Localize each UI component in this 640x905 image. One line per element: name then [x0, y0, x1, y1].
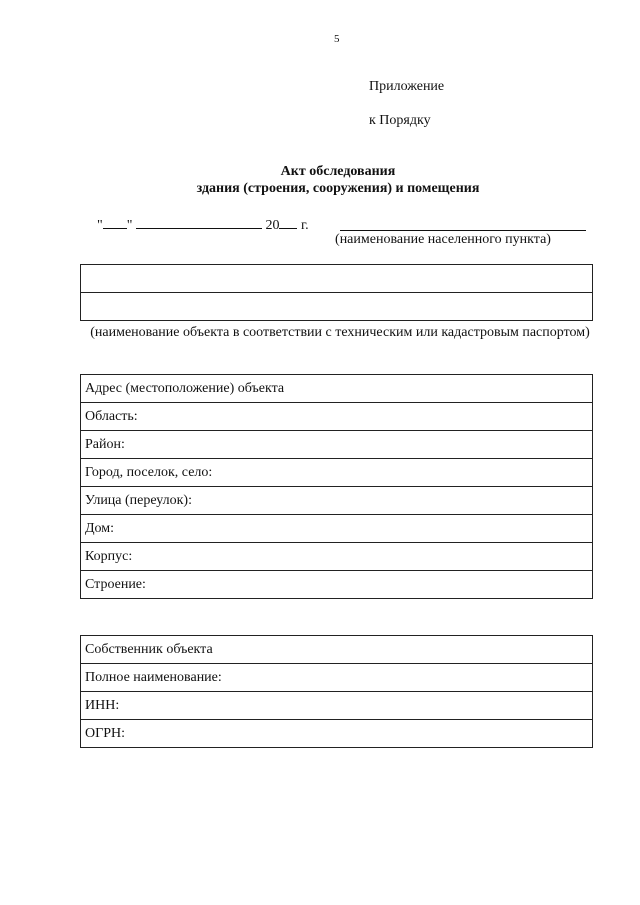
appendix-reference: к Порядку: [369, 113, 431, 128]
table-row: [81, 375, 593, 403]
appendix-label: Приложение: [369, 79, 445, 94]
table-row: [81, 515, 593, 543]
document-subtitle: здания (строения, сооружения) и помещения: [196, 181, 480, 196]
object-name-table: [80, 264, 593, 321]
date-quote-open: ": [97, 218, 103, 233]
table-row: [81, 720, 593, 748]
building-block-field[interactable]: Корпус:: [81, 543, 593, 571]
year-suffix: г.: [300, 218, 309, 233]
table-row: [81, 543, 593, 571]
document-title: Акт обследования: [280, 164, 396, 179]
table-row: [81, 431, 593, 459]
date-quote-close: ": [126, 218, 133, 233]
object-name-cell-2[interactable]: [81, 293, 593, 321]
object-name-row-1: [81, 265, 593, 293]
month-blank[interactable]: [136, 216, 262, 229]
table-row: [81, 692, 593, 720]
table-row: [81, 459, 593, 487]
day-blank[interactable]: [103, 216, 127, 229]
year-blank[interactable]: [279, 216, 297, 229]
full-name-field[interactable]: Полное наименование:: [81, 664, 593, 692]
district-field[interactable]: Район:: [81, 431, 593, 459]
street-field[interactable]: Улица (переулок):: [81, 487, 593, 515]
owner-table: [80, 635, 593, 748]
address-table: [80, 374, 593, 599]
city-caption: (наименование населенного пункта): [335, 232, 551, 247]
ogrn-field[interactable]: ОГРН:: [81, 720, 593, 748]
table-row: [81, 571, 593, 599]
object-name-cell-1[interactable]: [81, 265, 593, 293]
year-prefix: 20: [265, 218, 280, 233]
table-row: [81, 487, 593, 515]
object-caption: (наименование объекта в соответствии с техническим или кадастровым паспортом): [90, 325, 590, 340]
address-header: Адрес (местоположение) объекта: [81, 375, 593, 403]
region-field[interactable]: Область:: [81, 403, 593, 431]
structure-field[interactable]: Строение:: [81, 571, 593, 599]
inn-field[interactable]: ИНН:: [81, 692, 593, 720]
table-row: [81, 664, 593, 692]
city-name-blank[interactable]: [340, 230, 586, 231]
owner-header: Собственник объекта: [81, 636, 593, 664]
city-field[interactable]: Город, поселок, село:: [81, 459, 593, 487]
date-line: [97, 216, 309, 234]
object-name-row-2: [81, 293, 593, 321]
table-row: [81, 636, 593, 664]
table-row: [81, 403, 593, 431]
page-number: 5: [334, 33, 340, 45]
house-field[interactable]: Дом:: [81, 515, 593, 543]
